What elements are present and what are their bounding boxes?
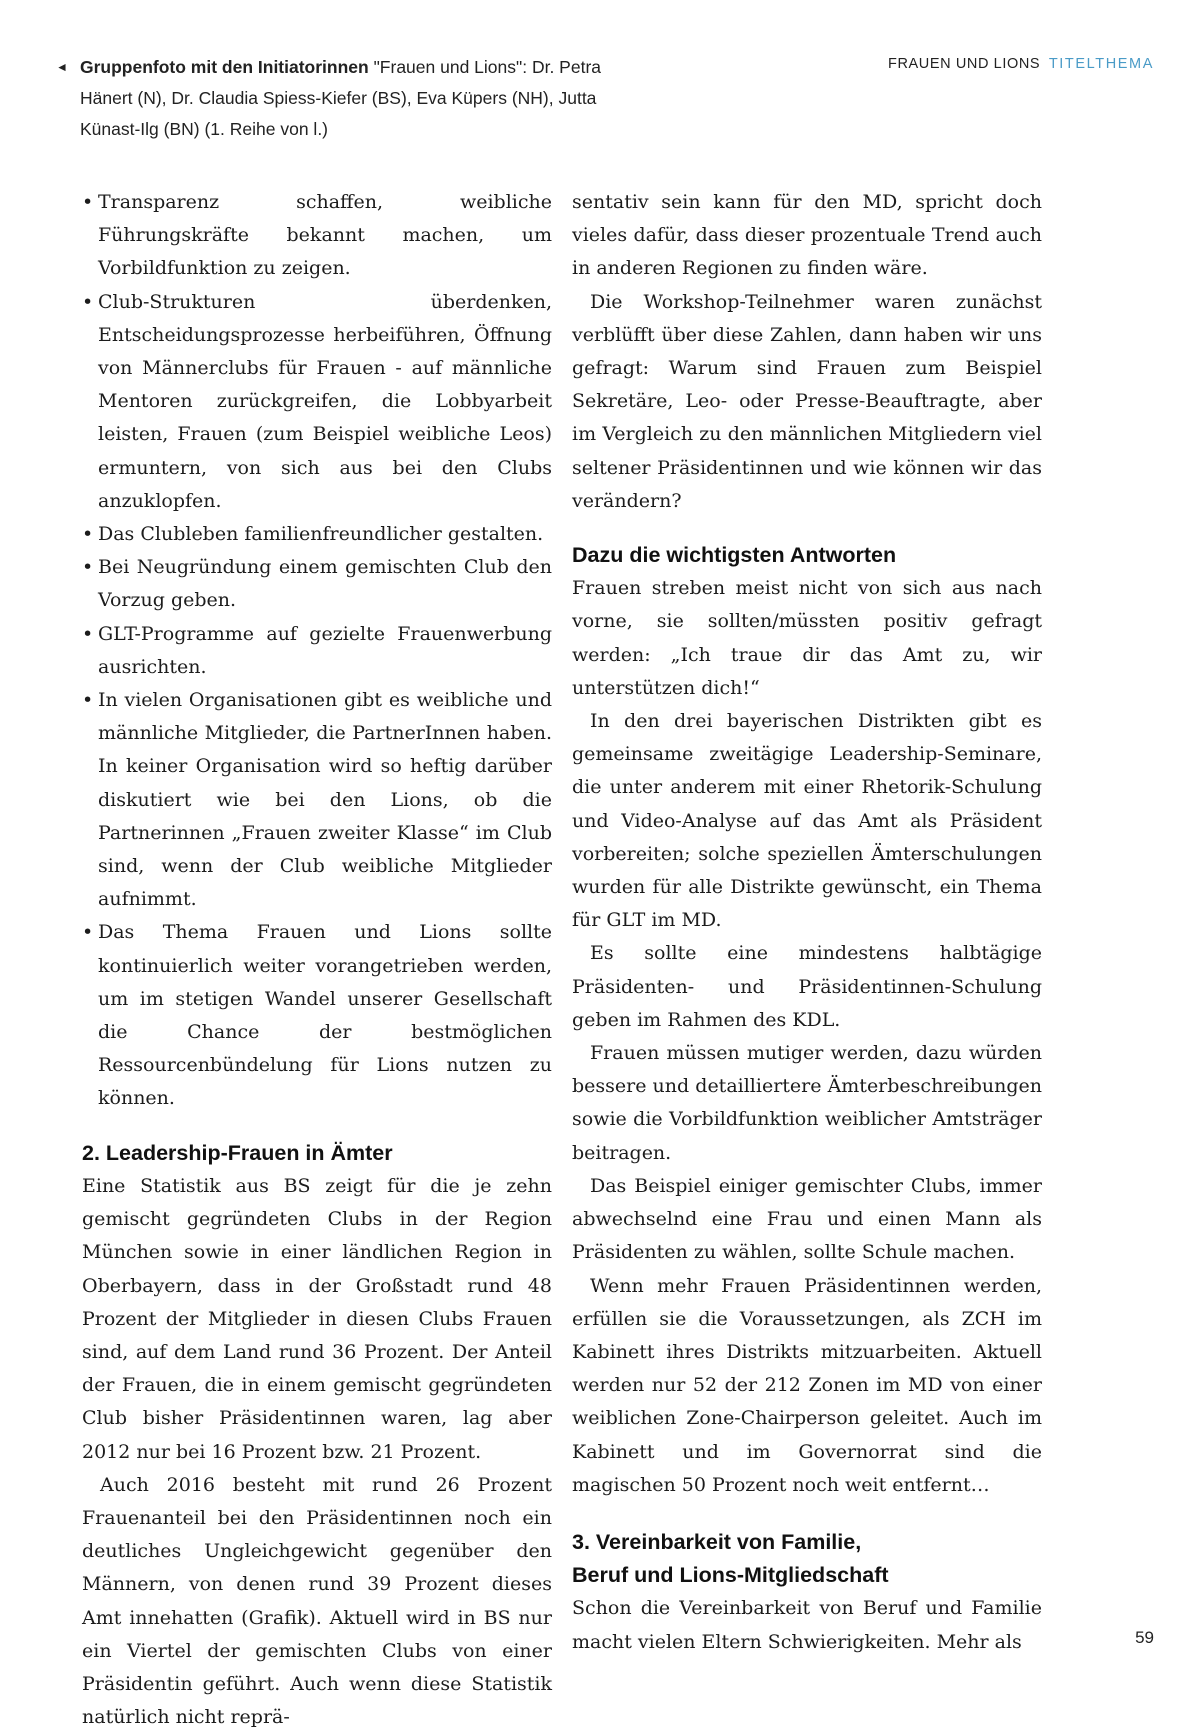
paragraph-answer-3: Es sollte eine mindestens halbtägige Präsidenten- und Präsidentinnen-Schulung geben im Rahmen des KDL. xyxy=(572,942,1042,1031)
paragraph-answer-6: Wenn mehr Frauen Präsidentinnen werden, erfüllen sie die Voraussetzungen, als ZCH im Kabinett ihres Distrikts mitzuarbeiten. Aktuell werden nur 52 der 212 Zonen im MD von einer weiblichen Zone-Chairperson geleitet. Auch im Kabinett und im Governorrat sind die magischen 50 Prozent noch weit entfernt… xyxy=(572,1274,1042,1496)
section-heading-leadership: 2. Leadership-Frauen in Ämter xyxy=(82,1140,393,1165)
paragraph-answer-5: Das Beispiel einiger gemischter Clubs, immer abwechselnd eine Frau und einen Mann als Präsidenten zu wählen, sollte Schule machen. xyxy=(572,1174,1042,1264)
list-item: • Club-Strukturen überdenken, Entscheidungsprozesse herbeiführen, Öffnung von Männerclubs für Frauen - auf männliche Mentoren zurückgreifen, die Lobbyarbeit leisten, Frauen (zum Beispiel weibliche Leos) ermuntern, von sich aus bei den Clubs anzuklopfen. xyxy=(82,286,552,518)
caption-arrow-icon: ◄ xyxy=(56,60,68,74)
section-heading-vereinbarkeit xyxy=(572,1526,1042,1592)
paragraph-vereinbarkeit: Schon die Vereinbarkeit von Beruf und Familie macht vielen Eltern Schwierigkeiten. Mehr als xyxy=(572,1597,1042,1653)
right-column xyxy=(572,186,1042,1659)
caption-text xyxy=(80,52,616,145)
list-item: • Transparenz schaffen, weibliche Führungskräfte bekannt machen, um Vorbildfunktion zu zeigen. xyxy=(82,186,552,286)
paragraph-2016: Auch 2016 besteht mit rund 26 Prozent Frauenanteil bei den Präsidentinnen noch ein deutliches Ungleichgewicht gegenüber den Männern, von denen rund 39 Prozent dieses Amt innehatten (Grafik). Aktuell wird in BS nur ein Viertel der gemischten Clubs von einer Präsidentin geführt. Auch wenn diese Statistik natürlich nicht reprä- xyxy=(82,1473,552,1729)
paragraph-answer-1: Frauen streben meist nicht von sich aus nach vorne, sie sollten/müssten positiv gefragt werden: „Ich traue dir das Amt zu, wir unterstützen dich!“ xyxy=(572,577,1042,699)
section-heading-antworten: Dazu die wichtigsten Antworten xyxy=(572,543,897,568)
paragraph-continued: sentativ sein kann für den MD, spricht doch vieles dafür, dass dieser prozentuale Trend auch in anderen Regionen zu finden wäre. xyxy=(572,191,1042,280)
list-item: • In vielen Organisationen gibt es weibliche und männliche Mitglieder, die PartnerInnen haben. In keiner Organisation wird so heftig darüber diskutiert wie bei den Lions, ob die Partnerinnen „Frauen zweiter Klasse“ im Club sind, wenn der Club weibliche Mitglieder aufnimmt. xyxy=(82,684,552,916)
list-item: • Das Clubleben familienfreundlicher gestalten. xyxy=(82,518,552,551)
header-section: TITELTHEMA xyxy=(1048,56,1154,72)
paragraph-statistik: Eine Statistik aus BS zeigt für die je zehn gemischt gegründeten Clubs in der Region München sowie in einer ländlichen Region in Oberbayern, dass in der Großstadt rund 48 Prozent der Mitglieder in diesen Clubs Frauen sind, auf dem Land rund 36 Prozent. Der Anteil der Frauen, die in einem gemischt gegründeten Club bisher Präsidentinnen waren, lag aber 2012 nur bei 16 Prozent bzw. 21 Prozent. xyxy=(82,1174,552,1463)
page-number: 59 xyxy=(1135,1628,1154,1647)
list-item: • Bei Neugründung einem gemischten Club den Vorzug geben. xyxy=(82,551,552,617)
running-header xyxy=(888,52,1154,76)
list-item: • Das Thema Frauen und Lions sollte kontinuierlich weiter vorangetrieben werden, um im stetigen Wandel unserer Gesellschaft die Chance der bestmöglichen Ressourcenbündelung für Lions nutzen zu können. xyxy=(82,916,552,1115)
photo-caption xyxy=(56,52,616,145)
list-item: • GLT-Programme auf gezielte Frauenwerbung ausrichten. xyxy=(82,618,552,684)
heading-line-2: Beruf und Lions-Mitgliedschaft xyxy=(572,1563,889,1588)
paragraph-workshop: Die Workshop-Teilnehmer waren zunächst verblüfft über diese Zahlen, dann haben wir uns gefragt: Warum sind Frauen zum Beispiel Sekretäre, Leo- oder Presse-Beauftragte, aber im Vergleich zu den männlichen Mitgliedern viel seltener Präsidentinnen und wie können wir das verändern? xyxy=(572,290,1042,512)
bullet-list xyxy=(82,186,552,1116)
caption-bold: Gruppenfoto mit den Initiatorinnen xyxy=(80,57,369,77)
header-topic: FRAUEN UND LIONS xyxy=(888,56,1041,72)
caption-body: "Frauen und Lions": Dr. Petra Hänert (N), Dr. Claudia Spiess-Kiefer (BS), Eva Küpers (NH), Jutta Künast-Ilg (BN) (1. Reihe von l.) xyxy=(80,57,602,139)
heading-line-1: 3. Vereinbarkeit von Familie, xyxy=(572,1529,862,1554)
paragraph-answer-4: Frauen müssen mutiger werden, dazu würden bessere und detailliertere Ämterbeschreibungen sowie die Vorbildfunktion weiblicher Amtsträger beitragen. xyxy=(572,1042,1042,1164)
paragraph-answer-2: In den drei bayerischen Distrikten gibt es gemeinsame zweitägige Leadership-Seminare, die unter anderem mit einer Rhetorik-Schulung und Video-Analyse auf das Amt als Präsident vorbereiten; solche speziellen Ämterschulungen wurden für alle Distrikte gewünscht, ein Thema für GLT im MD. xyxy=(572,710,1042,932)
left-column xyxy=(82,186,552,1734)
